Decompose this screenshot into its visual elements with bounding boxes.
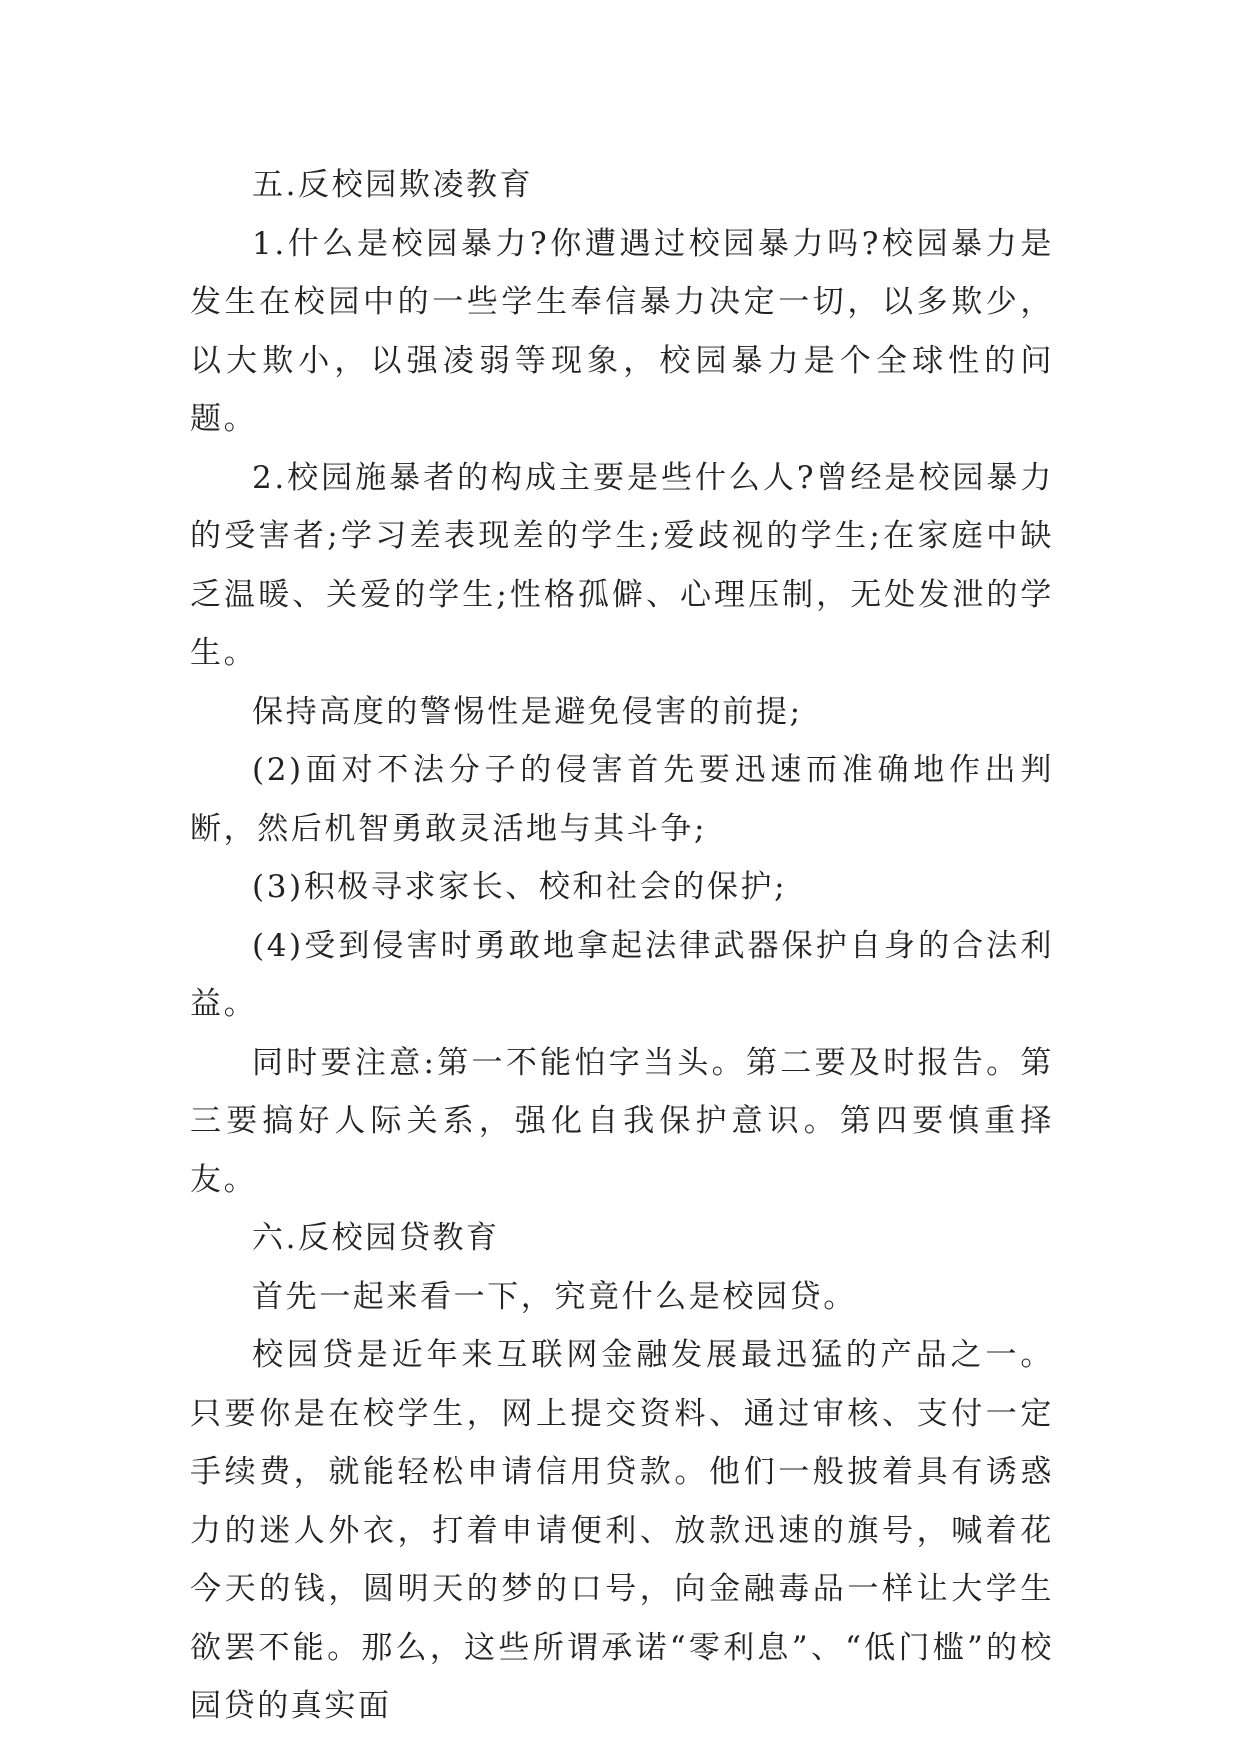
paragraph-vigilance: 保持高度的警惕性是避免侵害的前提; [252,693,803,730]
document-page [190,156,1054,1736]
paragraph-item-2: (2)面对不法分子的侵害首先要迅速而准确地作出判断，然后机智勇敢灵活地与其斗争; [190,752,1054,847]
section-heading-anti-bullying: 五.反校园欺凌教育 [252,167,534,203]
paragraph-campus-loan-description: 校园贷是近年来互联网金融发展最迅猛的产品之一。只要你是在校学生，网上提交资料、通过审核、支付一定手续费，就能轻松申请信用贷款。他们一般披着具有诱惑力的迷人外衣，打着申请便利、放款迅速的旗号，喊着花今天的钱，圆明天的梦的口号，向金融毒品一样让大学生欲罢不能。那么，这些所谓承诺“零利息”、“低门槛”的校园贷的真实面 [190,1337,1054,1724]
paragraph-intro-campus-loan: 首先一起来看一下，究竟什么是校园贷。 [252,1278,857,1315]
paragraph-perpetrators: 2.校园施暴者的构成主要是些什么人?曾经是校园暴力的受害者;学习差表现差的学生;爱歧视的学生;在家庭中缺乏温暖、关爱的学生;性格孤僻、心理压制，无处发泄的学生。 [190,459,1054,671]
section-heading-anti-campus-loan: 六.反校园贷教育 [252,1220,500,1256]
paragraph-item-4: (4)受到侵害时勇敢地拿起法律武器保护自身的合法利益。 [190,927,1054,1022]
paragraph-attention: 同时要注意:第一不能怕字当头。第二要及时报告。第三要搞好人际关系，强化自我保护意识。第四要慎重择友。 [190,1044,1054,1198]
paragraph-item-3: (3)积极寻求家长、校和社会的保护; [252,869,788,905]
paragraph-what-is-school-violence: 1.什么是校园暴力?你遭遇过校园暴力吗?校园暴力是发生在校园中的一些学生奉信暴力决定一切，以多欺少，以大欺小，以强凌弱等现象，校园暴力是个全球性的问题。 [190,225,1054,437]
